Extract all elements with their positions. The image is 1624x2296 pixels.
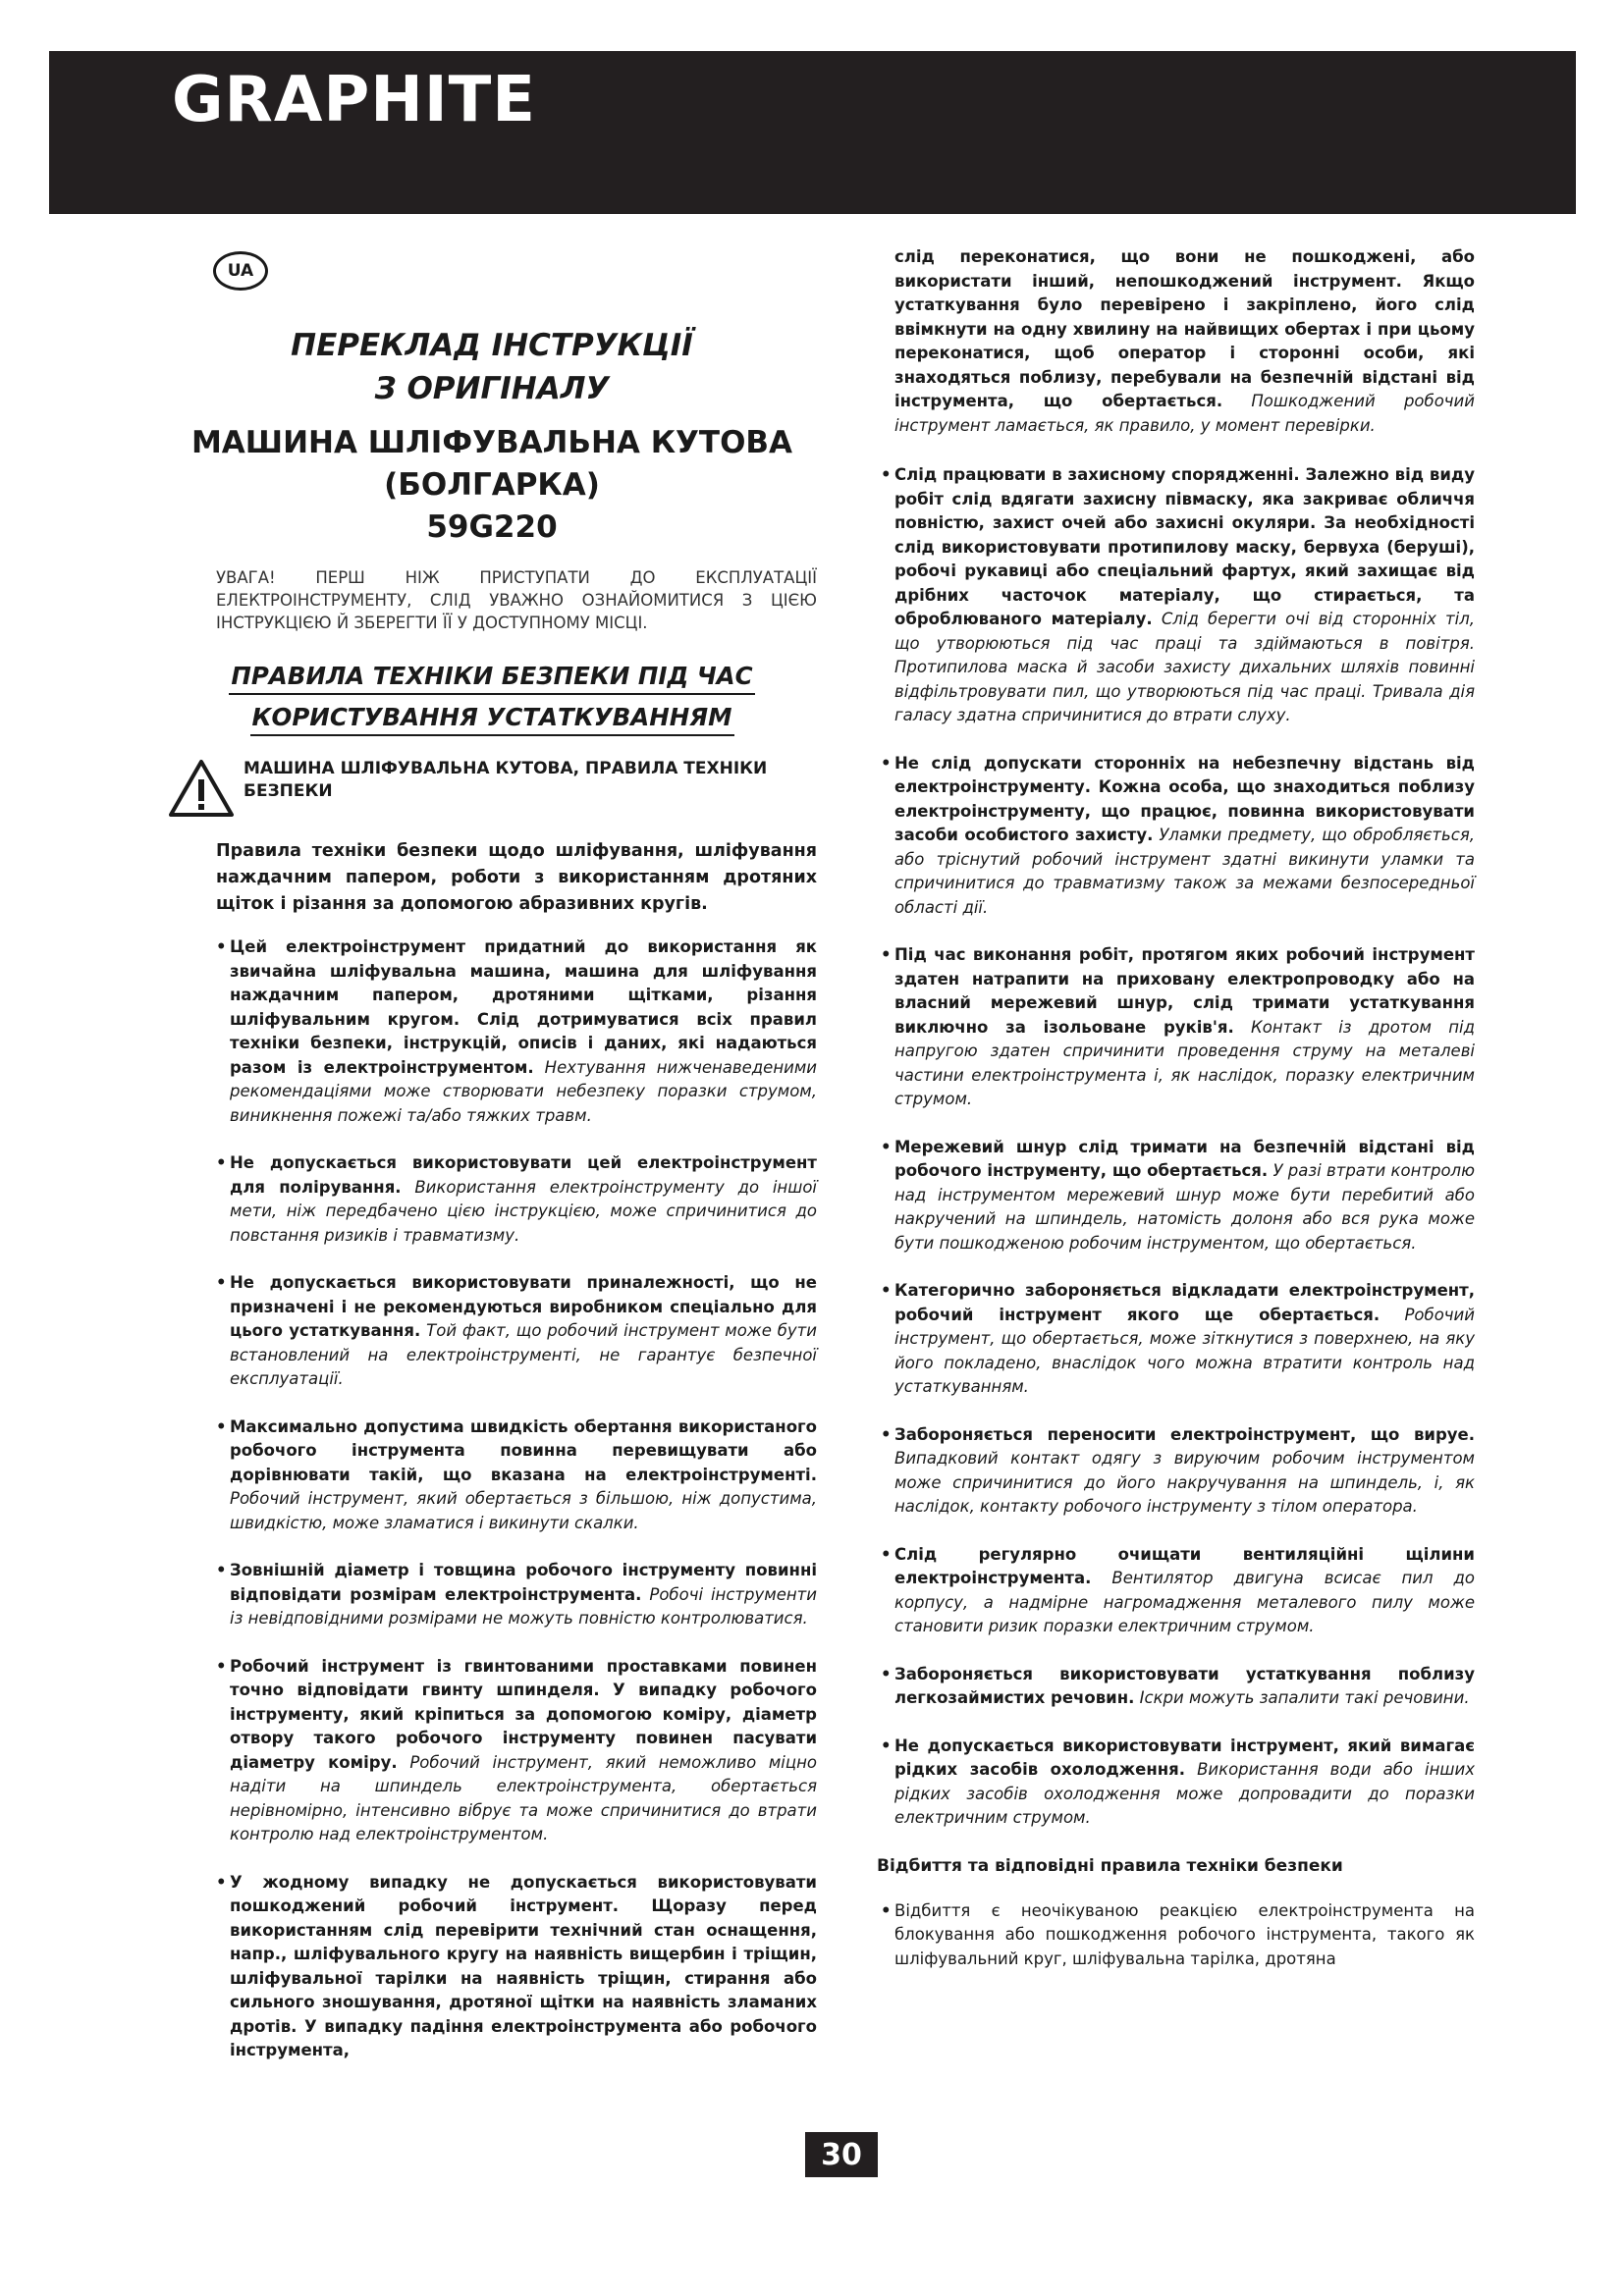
product-title: МАШИНА ШЛІФУВАЛЬНА КУТОВА (БОЛГАРКА) 59G220 — [167, 422, 817, 549]
list-item: • Не слід допускати сторонніх на небезпечну відстань від електроінструменту. Кожна особа, що знаходиться поблизу електроінструменту, що працює, повинна використовувати засоби особистого захисту. Уламки предмету, що обробляється, або тріснутий робочий інструмент здатні викинути уламки та спричинитися до травматизму також за межами безпосередньої області дії. — [881, 752, 1475, 921]
list-item: • Не допускається використовувати приналежності, що не призначені і не рекомендуються виробником спеціально для цього устаткування. Той факт, що робочий інструмент може бути встановлений на електроінструменті, не гарантує безпечної експлуатації. — [216, 1271, 817, 1392]
safety-heading: МАШИНА ШЛІФУВАЛЬНА КУТОВА, ПРАВИЛА ТЕХНІКИ БЕЗПЕКИ — [244, 759, 768, 801]
list-item: • Відбиття є неочікуваною реакцією електроінструмента на блокування або пошкодження робочого інструмента, такого як шліфувальний круг, шліфувальна тарілка, дротяна — [881, 1899, 1475, 1972]
list-item: • Слід регулярно очищати вентиляційні щілини електроінструмента. Вентилятор двигуна всисає пил до корпусу, а надмірне нагромадження металевого пилу може становити ризик поразки електричним струмом. — [881, 1543, 1475, 1639]
list-item: • Забороняється переносити електроінструмент, що вируе. Випадковий контакт одягу з вируючим робочим інструментом може спричинитися до його накручування на шпиндель, і, як наслідок, контакту робочого інструменту з тілом оператора. — [881, 1423, 1475, 1520]
warning-triangle-icon — [167, 758, 236, 819]
left-bullet-list — [216, 935, 817, 2063]
continued-paragraph: слід переконатися, що вони не пошкоджені, або використати інший, непошкоджений інструмент. Якщо устаткування було перевірено і закріплено, його слід ввімкнути на одну хвилину на найвищих обертах і при цьому переконатися, щоб оператор і сторонні особи, які знаходяться поблизу, перебували на безпечній відстані від інструмента, що обертається. Пошкоджений робочий інструмент ламається, як правило, у момент перевірки. — [894, 247, 1475, 435]
list-item: • Зовнішній діаметр і товщина робочого інструменту повинні відповідати розмірам електроінструмента. Робочі інструменти із невідповідними розмірами не можуть повністю контролюватися. — [216, 1559, 817, 1631]
list-item: • Не допускається використовувати цей електроінструмент для полірування. Використання електроінструменту до іншої мети, ніж передбачено цією інструкцією, може спричинитися до повстання ризиків і травматизму. — [216, 1151, 817, 1248]
list-item: • Максимально допустима швидкість обертання використаного робочого інструмента повинна перевищувати або дорівнювати такій, що вказана на електроінструменті. Робочий інструмент, який обертається з більшою, ніж допустима, швидкістю, може зламатися і викинути скалки. — [216, 1415, 817, 1536]
list-item: • Робочий інструмент із гвинтованими проставками повинен точно відповідати гвинту шпинделя. У випадку робочого інструменту, який кріпиться за допомогою коміру, діаметр отвору такого робочого інструменту повинен пасувати діаметру коміру. Робочий інструмент, який неможливо міцно надіти на шпиндель електроінструмента, обертається нерівномірно, інтенсивно вібрує та може спричинитися до втрати контролю над електроінструментом. — [216, 1655, 817, 1847]
right-bullet-list — [881, 463, 1475, 1831]
language-badge: UA — [213, 251, 268, 291]
safety-heading-row — [167, 758, 817, 819]
section-title: ПРАВИЛА ТЕХНІКИ БЕЗПЕКИ ПІД ЧАС КОРИСТУВАННЯ УСТАТКУВАННЯМ — [167, 660, 817, 742]
kickback-bullet-list — [881, 1899, 1475, 1972]
intro-paragraph: Правила техніки безпеки щодо шліфування, шліфування наждачним папером, роботи з використанням дротяних щіток і різання за допомогою абразивних кругів. — [216, 841, 817, 914]
list-item: • Не допускається використовувати інструмент, який вимагає рідких засобів охолодження. Використання води або інших рідких засобів охолодження може допровадити до поразки електричним струмом. — [881, 1735, 1475, 1831]
right-column — [877, 245, 1476, 1995]
page-number: 30 — [805, 2132, 878, 2177]
list-item: • Під час виконання робіт, протягом яких робочий інструмент здатен натрапити на приховану електропроводку або на власний мережевий шнур, слід тримати устаткування виключно за ізольоване руків'я. Контакт із дротом під напругою здатен спричинити проведення струму на металеві частини електроінструмента і, як наслідок, поразку електричним струмом. — [881, 943, 1475, 1112]
list-item: • Забороняється використовувати устаткування поблизу легкозаймистих речовин. Іскри можуть запалити такі речовини. — [881, 1663, 1475, 1711]
translation-title: ПЕРЕКЛАД ІНСТРУКЦІЇ З ОРИГІНАЛУ — [291, 328, 693, 406]
list-item: • Категорично забороняється відкладати електроінструмент, робочий інструмент якого ще обертається. Робочий інструмент, що обертається, може зіткнутися з поверхнею, на яку його покладено, внаслідок чого можна втратити контроль над устаткуванням. — [881, 1279, 1475, 1400]
list-item: • У жодному випадку не допускається використовувати пошкоджений робочий інструмент. Щоразу перед використанням слід перевірити технічний стан оснащення, напр., шліфувального кругу на наявність вищербин і тріщин, шліфувальної тарілки на наявність тріщин, стирання або сильного зношування, дротяної щітки на наявність зламаних дротів. У випадку падіння електроінструмента або робочого інструмента, — [216, 1871, 817, 2063]
model-number: 59G220 — [426, 509, 558, 545]
left-column — [167, 236, 817, 2087]
brand-logo: GRAPHITE — [172, 64, 536, 136]
list-item: • Цей електроінструмент придатний до використання як звичайна шліфувальна машина, машина для шліфування наждачним папером, дротяними щітками, різання шліфувальним кругом. Слід дотримуватися всіх правил техніки безпеки, інструкцій, описів і даних, які надаються разом із електроінструментом. Нехтування нижченаведеними рекомендаціями може створювати небезпеку поразки струмом, виникнення пожежі та/або тяжких травм. — [216, 935, 817, 1128]
list-item: • Мережевий шнур слід тримати на безпечній відстані від робочого інструменту, що обертається. У разі втрати контролю над інструментом мережевий шнур може бути перебитий або накручений на шпиндель, натомість долоня або вся рука може бути пошкодженою робочим інструментом, що обертається. — [881, 1136, 1475, 1256]
list-item: • Слід працювати в захисному спорядженні. Залежно від виду робіт слід вдягати захисну півмаску, яка закриває обличчя повністю, захист очей або захисні окуляри. За необхідності слід використовувати протипилову маску, бервуха (беруші), робочі рукавиці або спеціальний фартух, який захищає від дрібних часточок матеріалу, що стирається, та оброблюваного матеріалу. Слід берегти очі від сторонніх тіл, що утворюються під час праці та здіймаються в повітря. Протипилова маска й засоби захисту дихальних шляхів повинні відфільтровувати пил, що утворюються під час праці. Тривала дія галасу здатна спричинитися до втрати слуху. — [881, 463, 1475, 728]
warning-notice: УВАГА! ПЕРШ НІЖ ПРИСТУПАТИ ДО ЕКСПЛУАТАЦІЇ ЕЛЕКТРОІНСТРУМЕНТУ, СЛІД УВАЖНО ОЗНАЙОМИТИСЯ З ЦІЄЮ ІНСТРУКЦІЄЮ Й ЗБЕРЕГТИ ЇЇ У ДОСТУПНОМУ МІСЦІ. — [216, 568, 817, 632]
subsection-title: Відбиття та відповідні правила техніки безпеки — [877, 1855, 1343, 1876]
